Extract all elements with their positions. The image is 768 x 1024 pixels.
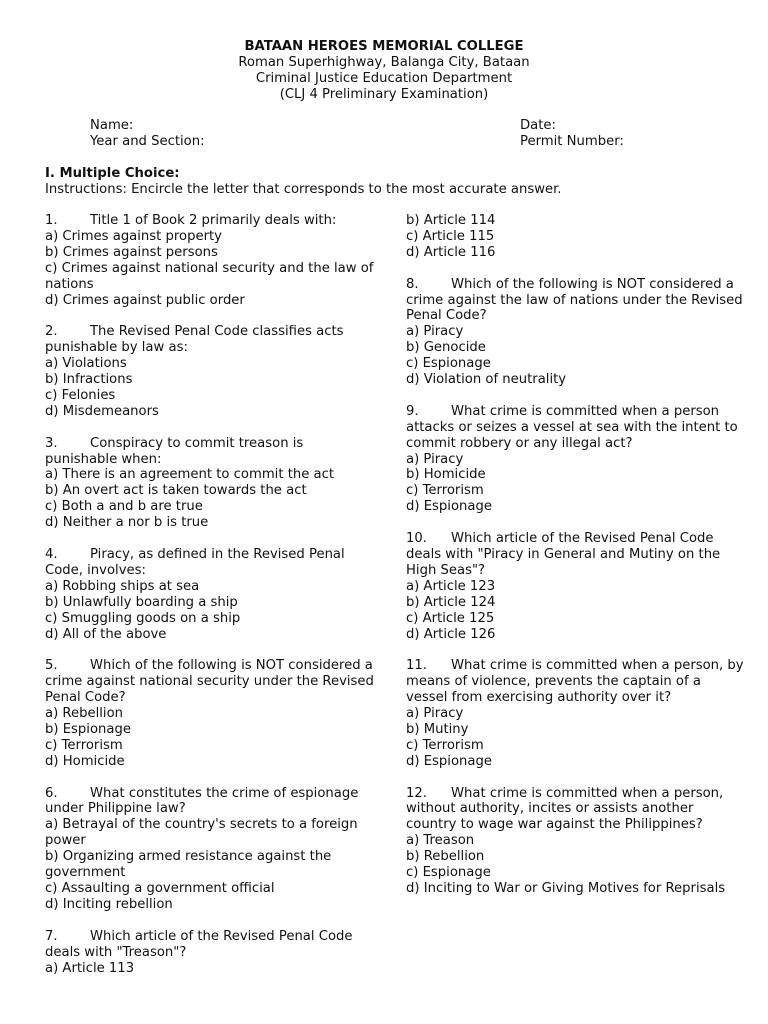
question-text <box>406 658 746 706</box>
question-item <box>45 658 375 769</box>
answer-option[interactable]: c) Terrorism <box>406 483 484 499</box>
answer-option[interactable]: a) Violations <box>45 356 127 372</box>
question-number: 7. <box>45 928 58 944</box>
question-column-left <box>45 213 375 976</box>
section-title: I. Multiple Choice: <box>45 166 180 181</box>
question-item <box>406 658 746 769</box>
answer-option[interactable]: a) Robbing ships at sea <box>45 578 200 594</box>
question-text <box>45 786 375 818</box>
question-number: 1. <box>45 213 58 228</box>
answer-option[interactable]: a) Crimes against property <box>45 228 222 244</box>
question-text <box>45 436 375 468</box>
answer-option[interactable]: a) Article 123 <box>406 578 496 594</box>
question-text <box>45 547 375 579</box>
answer-option[interactable]: b) Organizing armed resistance against the government <box>45 849 332 881</box>
question-number: 12. <box>406 785 427 801</box>
question-item <box>406 786 746 897</box>
answer-option[interactable]: b) An overt act is taken towards the act <box>45 483 307 499</box>
answer-option[interactable]: d) Homicide <box>45 753 125 769</box>
answer-option[interactable]: d) Article 126 <box>406 626 496 642</box>
question-item <box>45 786 375 913</box>
year-section-field: Year and Section: <box>90 134 205 149</box>
question-stem: Piracy, as defined in the Revised Penal Code, involves: <box>45 546 345 578</box>
question-stem: Which article of the Revised Penal Code deals with "Piracy in General and Mutiny on the High Seas"? <box>406 531 721 578</box>
answer-option[interactable]: b) Mutiny <box>406 721 469 737</box>
answer-option[interactable]: c) Article 115 <box>406 228 495 244</box>
exam-title: (CLJ 4 Preliminary Examination) <box>279 87 489 102</box>
question-stem: What constitutes the crime of espionage under Philippine law? <box>45 785 359 817</box>
answer-option[interactable]: b) Espionage <box>45 721 131 737</box>
question-text <box>45 213 375 229</box>
question-text <box>45 658 375 706</box>
question-item <box>45 324 375 419</box>
answer-option[interactable]: a) Betrayal of the country's secrets to a foreign power <box>45 817 358 849</box>
date-field: Date: <box>520 118 556 133</box>
department-name: Criminal Justice Education Department <box>255 71 513 86</box>
answer-option[interactable]: a) Article 113 <box>45 960 135 976</box>
answer-option[interactable]: c) Crimes against national security and the law of nations <box>45 260 374 292</box>
question-item <box>406 404 746 515</box>
question-number: 4. <box>45 546 58 562</box>
answer-option[interactable]: b) Article 124 <box>406 594 496 610</box>
answer-option[interactable]: b) Rebellion <box>406 849 485 865</box>
answer-option[interactable]: c) Article 125 <box>406 610 495 626</box>
question-stem: Which of the following is NOT considered a crime against national security under the Revised Penal Code? <box>45 658 374 706</box>
student-fields <box>90 118 630 150</box>
question-item <box>406 213 746 261</box>
answer-option[interactable]: b) Unlawfully boarding a ship <box>45 594 238 610</box>
answer-option[interactable]: d) Misdemeanors <box>45 403 159 419</box>
answer-option[interactable]: d) Espionage <box>406 499 492 515</box>
question-item <box>406 531 746 642</box>
answer-option[interactable]: d) All of the above <box>45 626 167 642</box>
answer-option[interactable]: d) Inciting rebellion <box>45 896 173 912</box>
answer-option[interactable]: d) Violation of neutrality <box>406 372 567 388</box>
question-number: 2. <box>45 324 58 340</box>
answer-option[interactable]: d) Espionage <box>406 753 492 769</box>
name-field: Name: <box>90 118 134 133</box>
question-item <box>45 929 375 977</box>
answer-option[interactable]: c) Espionage <box>406 865 491 881</box>
school-address: Roman Superhighway, Balanga City, Bataan <box>238 55 530 70</box>
section-instructions: Instructions: Encircle the letter that corresponds to the most accurate answer. <box>45 182 562 197</box>
question-number: 9. <box>406 403 419 419</box>
question-text <box>406 531 746 579</box>
answer-option[interactable]: c) Both a and b are true <box>45 499 203 515</box>
question-number: 5. <box>45 658 58 674</box>
question-item <box>406 277 746 388</box>
question-number: 8. <box>406 276 419 292</box>
answer-option[interactable]: b) Genocide <box>406 340 486 356</box>
answer-option[interactable]: a) Rebellion <box>45 706 124 722</box>
question-stem: What crime is committed when a person attacks or seizes a vessel at sea with the intent to commit robbery or any illegal act? <box>406 403 738 451</box>
answer-option[interactable]: b) Crimes against persons <box>45 244 218 260</box>
question-number: 11. <box>406 658 427 674</box>
question-number: 6. <box>45 785 58 801</box>
exam-header <box>0 39 768 103</box>
question-number: 10. <box>406 531 427 547</box>
answer-option[interactable]: a) Piracy <box>406 451 464 467</box>
answer-option[interactable]: d) Article 116 <box>406 244 496 260</box>
answer-option[interactable]: c) Terrorism <box>406 737 484 753</box>
question-stem: What crime is committed when a person, by means of violence, prevents the captain of a vessel from exercising authority over it? <box>406 658 744 706</box>
answer-option[interactable]: a) There is an agreement to commit the act <box>45 467 335 483</box>
answer-option[interactable]: c) Espionage <box>406 356 491 372</box>
question-text <box>406 277 746 325</box>
section-heading <box>45 166 745 198</box>
question-column-right <box>406 213 746 897</box>
answer-option[interactable]: c) Terrorism <box>45 737 123 753</box>
question-number: 3. <box>45 435 58 451</box>
question-stem: What crime is committed when a person, without authority, incites or assists another country to wage war against the Philippines? <box>406 785 724 833</box>
answer-option[interactable]: d) Crimes against public order <box>45 292 245 308</box>
question-stem: Which of the following is NOT considered a crime against the law of nations under the Revised Penal Code? <box>406 276 743 324</box>
question-stem: Conspiracy to commit treason is punishable when: <box>45 435 304 467</box>
question-stem: Title 1 of Book 2 primarily deals with: <box>90 213 337 228</box>
question-item <box>45 547 375 642</box>
answer-option[interactable]: b) Homicide <box>406 467 486 483</box>
answer-option[interactable]: c) Smuggling goods on a ship <box>45 610 241 626</box>
question-text <box>45 929 375 961</box>
question-item <box>45 213 375 308</box>
question-stem: The Revised Penal Code classifies acts punishable by law as: <box>45 324 344 356</box>
answer-option[interactable]: c) Assaulting a government official <box>45 880 275 896</box>
answer-option[interactable]: d) Neither a nor b is true <box>45 515 209 531</box>
permit-number-field: Permit Number: <box>520 134 624 149</box>
answer-option[interactable]: c) Felonies <box>45 387 116 403</box>
answer-option[interactable]: a) Treason <box>406 833 475 849</box>
answer-option[interactable]: b) Article 114 <box>406 213 496 228</box>
answer-option[interactable]: d) Inciting to War or Giving Motives for Reprisals <box>406 880 726 896</box>
answer-option[interactable]: b) Infractions <box>45 372 133 388</box>
question-text <box>45 324 375 356</box>
question-stem: Which article of the Revised Penal Code deals with "Treason"? <box>45 928 353 960</box>
school-name: BATAAN HEROES MEMORIAL COLLEGE <box>244 39 524 54</box>
question-item <box>45 436 375 531</box>
question-text <box>406 404 746 452</box>
answer-option[interactable]: a) Piracy <box>406 706 464 722</box>
answer-option[interactable]: a) Piracy <box>406 324 464 340</box>
question-text <box>406 786 746 834</box>
